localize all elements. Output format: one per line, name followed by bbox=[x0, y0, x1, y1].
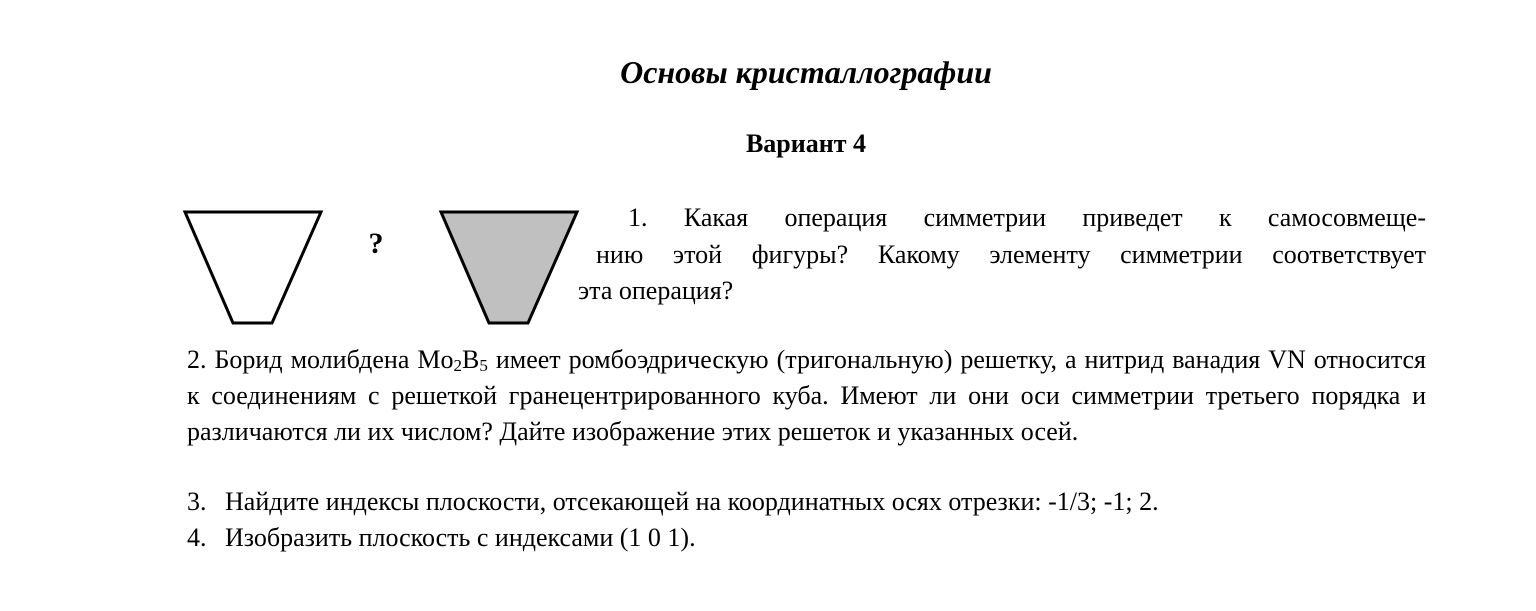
question-1-line-1: 1. Какая операция симметрии приведет к самосовмеще- bbox=[628, 203, 1426, 232]
question-4-number: 4. bbox=[187, 523, 207, 552]
question-3-number: 3. bbox=[187, 487, 207, 516]
formula-subscript-mo: 2 bbox=[453, 356, 462, 375]
symmetry-figure bbox=[180, 205, 585, 330]
question-1 bbox=[578, 200, 1426, 310]
question-2-text-part-2: B bbox=[462, 345, 480, 374]
variant-heading: Вариант 4 bbox=[745, 129, 867, 158]
question-4-text: Изобразить плоскость с индексами (1 0 1). bbox=[225, 523, 696, 552]
question-1-line-2: нию этой фигуры? Какому элементу симметрии соответствует bbox=[596, 239, 1426, 269]
question-2 bbox=[187, 342, 1426, 450]
question-4 bbox=[187, 520, 1426, 556]
document-title: Основы кристаллографии bbox=[620, 54, 992, 90]
trapezoid-transformed-icon bbox=[441, 212, 577, 323]
question-2-text-part-3: имеет ромбоэдрическую (тригональную) решетку, а нитрид ванадия VN относится к соединениям с решеткой гранецентрированного куба. Имеют ли они оси симметрии третьего порядка и различаются ли их числом? Дайте изображение этих решеток и указанных осей. bbox=[187, 345, 1426, 446]
question-1-line-3: эта операция? bbox=[578, 276, 734, 305]
question-3-text: Найдите индексы плоскости, отсекающей на координатных осях отрезки: -1/3; -1; 2. bbox=[225, 487, 1159, 516]
question-3 bbox=[187, 484, 1426, 520]
formula-subscript-b: 5 bbox=[479, 356, 488, 375]
question-2-text-part-1: 2. Борид молибдена Mo bbox=[187, 345, 454, 374]
question-mark: ? bbox=[368, 227, 384, 260]
trapezoid-original-icon bbox=[185, 212, 321, 323]
